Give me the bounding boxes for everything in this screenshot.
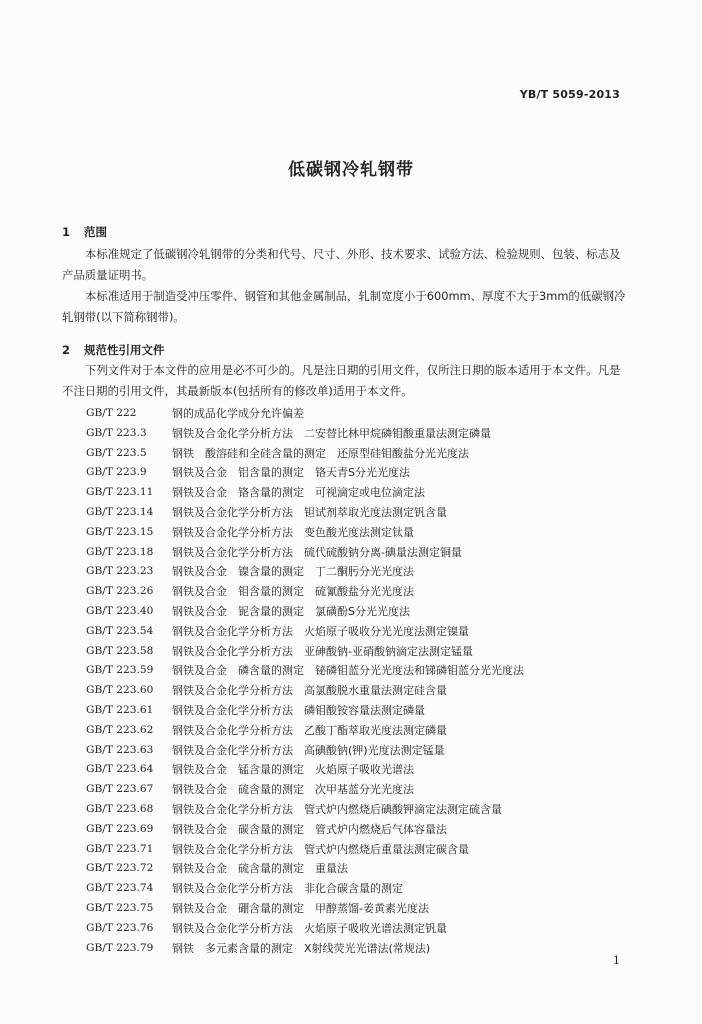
reference-code: GB/T 223.9 xyxy=(86,466,147,479)
normative-references-list xyxy=(86,404,646,958)
reference-title: 钢铁及合金化学分析方法 亚砷酸钠-亚硝酸钠滴定法测定锰量 xyxy=(172,644,473,658)
reference-code: GB/T 223.69 xyxy=(86,822,154,835)
reference-code: GB/T 223.14 xyxy=(86,505,154,518)
reference-item xyxy=(86,899,646,919)
reference-code: GB/T 223.63 xyxy=(86,743,154,756)
reference-code: GB/T 223.64 xyxy=(86,763,154,776)
reference-code: GB/T 223.11 xyxy=(86,486,154,499)
reference-code: GB/T 222 xyxy=(86,407,137,419)
reference-item xyxy=(86,939,646,959)
reference-item xyxy=(86,582,646,602)
reference-code: GB/T 223.58 xyxy=(86,644,154,657)
reference-item xyxy=(86,523,646,543)
standard-code: YB/T 5059-2013 xyxy=(519,88,620,101)
reference-code: GB/T 223.75 xyxy=(86,901,154,914)
reference-title: 钢铁及合金化学分析方法 管式炉内燃烧后碘酸钾滴定法测定硫含量 xyxy=(172,802,502,816)
reference-title: 钢铁 酸溶硅和全硅含量的测定 还原型硅钼酸盐分光光度法 xyxy=(172,446,469,460)
reference-item xyxy=(86,404,646,424)
reference-title: 钢铁及合金 镍含量的测定 丁二酮肟分光光度法 xyxy=(172,565,414,579)
reference-item xyxy=(86,879,646,899)
reference-title: 钢铁及合金 碳含量的测定 管式炉内燃烧后气体容量法 xyxy=(172,822,447,836)
reference-title: 钢铁 多元素含量的测定 X射线荧光光谱法(常规法) xyxy=(172,941,431,955)
reference-item xyxy=(86,602,646,622)
reference-item xyxy=(86,681,646,701)
reference-title: 钢的成品化学成分允许偏差 xyxy=(172,407,304,420)
reference-item xyxy=(86,741,646,761)
reference-code: GB/T 223.74 xyxy=(86,882,154,895)
reference-item xyxy=(86,622,646,642)
reference-title: 钢铁及合金 铝含量的测定 铬天青S分光光度法 xyxy=(172,466,410,480)
reference-item xyxy=(86,760,646,780)
reference-title: 钢铁及合金化学分析方法 高氯酸脱水重量法测定硅含量 xyxy=(172,684,447,698)
reference-item xyxy=(86,424,646,444)
reference-title: 钢铁及合金化学分析方法 火焰原子吸收光谱法测定钒量 xyxy=(172,921,447,935)
reference-item xyxy=(86,800,646,820)
reference-code: GB/T 223.59 xyxy=(86,664,154,677)
document-title: 低碳钢冷轧钢带 xyxy=(288,160,414,180)
paragraph: 本标准规定了低碳钢冷轧钢带的分类和代号、尺寸、外形、技术要求、试验方法、检验规则、包装、标志及产品质量证明书。 xyxy=(62,247,621,282)
reference-item xyxy=(86,444,646,464)
paragraph: 本标准适用于制造受冲压零件、钢管和其他金属制品，轧制宽度小于600mm、厚度不大于3mm的低碳钢冷轧钢带(以下简称钢带)。 xyxy=(62,289,626,324)
reference-code: GB/T 223.5 xyxy=(86,446,147,459)
reference-title: 钢铁及合金 硼含量的测定 甲醇蒸馏-姜黄素光度法 xyxy=(172,901,429,915)
reference-code: GB/T 223.67 xyxy=(86,783,154,796)
reference-title: 钢铁及合金 钼含量的测定 硫氰酸盐分光光度法 xyxy=(172,585,414,599)
reference-title: 钢铁及合金化学分析方法 乙酸丁酯萃取光度法测定磷量 xyxy=(172,723,447,737)
reference-item xyxy=(86,642,646,662)
section-1-body xyxy=(62,244,627,328)
reference-code: GB/T 223.62 xyxy=(86,723,154,736)
reference-code: GB/T 223.72 xyxy=(86,862,154,875)
reference-title: 钢铁及合金化学分析方法 变色酸光度法测定钛量 xyxy=(172,525,414,539)
page-number: 1 xyxy=(613,954,620,967)
reference-item xyxy=(86,543,646,563)
reference-item xyxy=(86,859,646,879)
reference-item xyxy=(86,820,646,840)
reference-code: GB/T 223.71 xyxy=(86,842,154,855)
reference-item xyxy=(86,919,646,939)
reference-code: GB/T 223.40 xyxy=(86,604,154,617)
reference-item xyxy=(86,840,646,860)
reference-code: GB/T 223.61 xyxy=(86,703,154,716)
reference-item xyxy=(86,661,646,681)
section-2-number: 2 xyxy=(62,343,71,357)
reference-code: GB/T 223.3 xyxy=(86,426,147,439)
reference-title: 钢铁及合金化学分析方法 磷钼酸铵容量法测定磷量 xyxy=(172,703,425,717)
section-2-body xyxy=(62,360,627,402)
reference-code: GB/T 223.23 xyxy=(86,565,154,578)
reference-title: 钢铁及合金 硫含量的测定 次甲基蓝分光光度法 xyxy=(172,783,414,797)
reference-title: 钢铁及合金化学分析方法 高碘酸钠(钾)光度法测定锰量 xyxy=(172,743,445,757)
reference-title: 钢铁及合金化学分析方法 钽试剂萃取光度法测定钒含量 xyxy=(172,505,447,519)
reference-title: 钢铁及合金化学分析方法 管式炉内燃烧后重量法测定碳含量 xyxy=(172,842,469,856)
reference-item xyxy=(86,463,646,483)
reference-item xyxy=(86,503,646,523)
reference-code: GB/T 223.18 xyxy=(86,545,154,558)
reference-code: GB/T 223.26 xyxy=(86,585,154,598)
reference-code: GB/T 223.60 xyxy=(86,684,154,697)
reference-code: GB/T 223.54 xyxy=(86,624,154,637)
section-2-heading xyxy=(62,342,165,358)
reference-code: GB/T 223.76 xyxy=(86,921,154,934)
reference-item xyxy=(86,701,646,721)
reference-title: 钢铁及合金 磷含量的测定 铋磷钼蓝分光光度法和锑磷钼蓝分光光度法 xyxy=(172,664,524,678)
reference-title: 钢铁及合金 铬含量的测定 可视滴定或电位滴定法 xyxy=(172,486,425,500)
reference-title: 钢铁及合金 硫含量的测定 重量法 xyxy=(172,862,348,876)
section-2-title: 规范性引用文件 xyxy=(84,343,165,357)
reference-code: GB/T 223.79 xyxy=(86,941,154,954)
reference-item xyxy=(86,780,646,800)
reference-title: 钢铁及合金化学分析方法 二安替比林甲烷磷钼酸重量法测定磷量 xyxy=(172,426,491,440)
reference-title: 钢铁及合金 锰含量的测定 火焰原子吸收光谱法 xyxy=(172,763,414,777)
section-1-number: 1 xyxy=(62,225,71,239)
reference-title: 钢铁及合金 铌含量的测定 氯磺酚S分光光度法 xyxy=(172,604,410,618)
reference-title: 钢铁及合金化学分析方法 硫代硫酸钠分离-碘量法测定铜量 xyxy=(172,545,462,559)
reference-code: GB/T 223.15 xyxy=(86,525,154,538)
reference-item xyxy=(86,721,646,741)
reference-title: 钢铁及合金化学分析方法 非化合碳含量的测定 xyxy=(172,882,403,896)
section-1-title: 范围 xyxy=(84,225,107,239)
reference-code: GB/T 223.68 xyxy=(86,802,154,815)
reference-item xyxy=(86,483,646,503)
section-1-heading xyxy=(62,224,107,240)
reference-title: 钢铁及合金化学分析方法 火焰原子吸收分光光度法测定镍量 xyxy=(172,624,469,638)
reference-item xyxy=(86,562,646,582)
paragraph: 下列文件对于本文件的应用是必不可少的。凡是注日期的引用文件，仅所注日期的版本适用于本文件。凡是不注日期的引用文件，其最新版本(包括所有的修改单)适用于本文件。 xyxy=(62,363,621,398)
